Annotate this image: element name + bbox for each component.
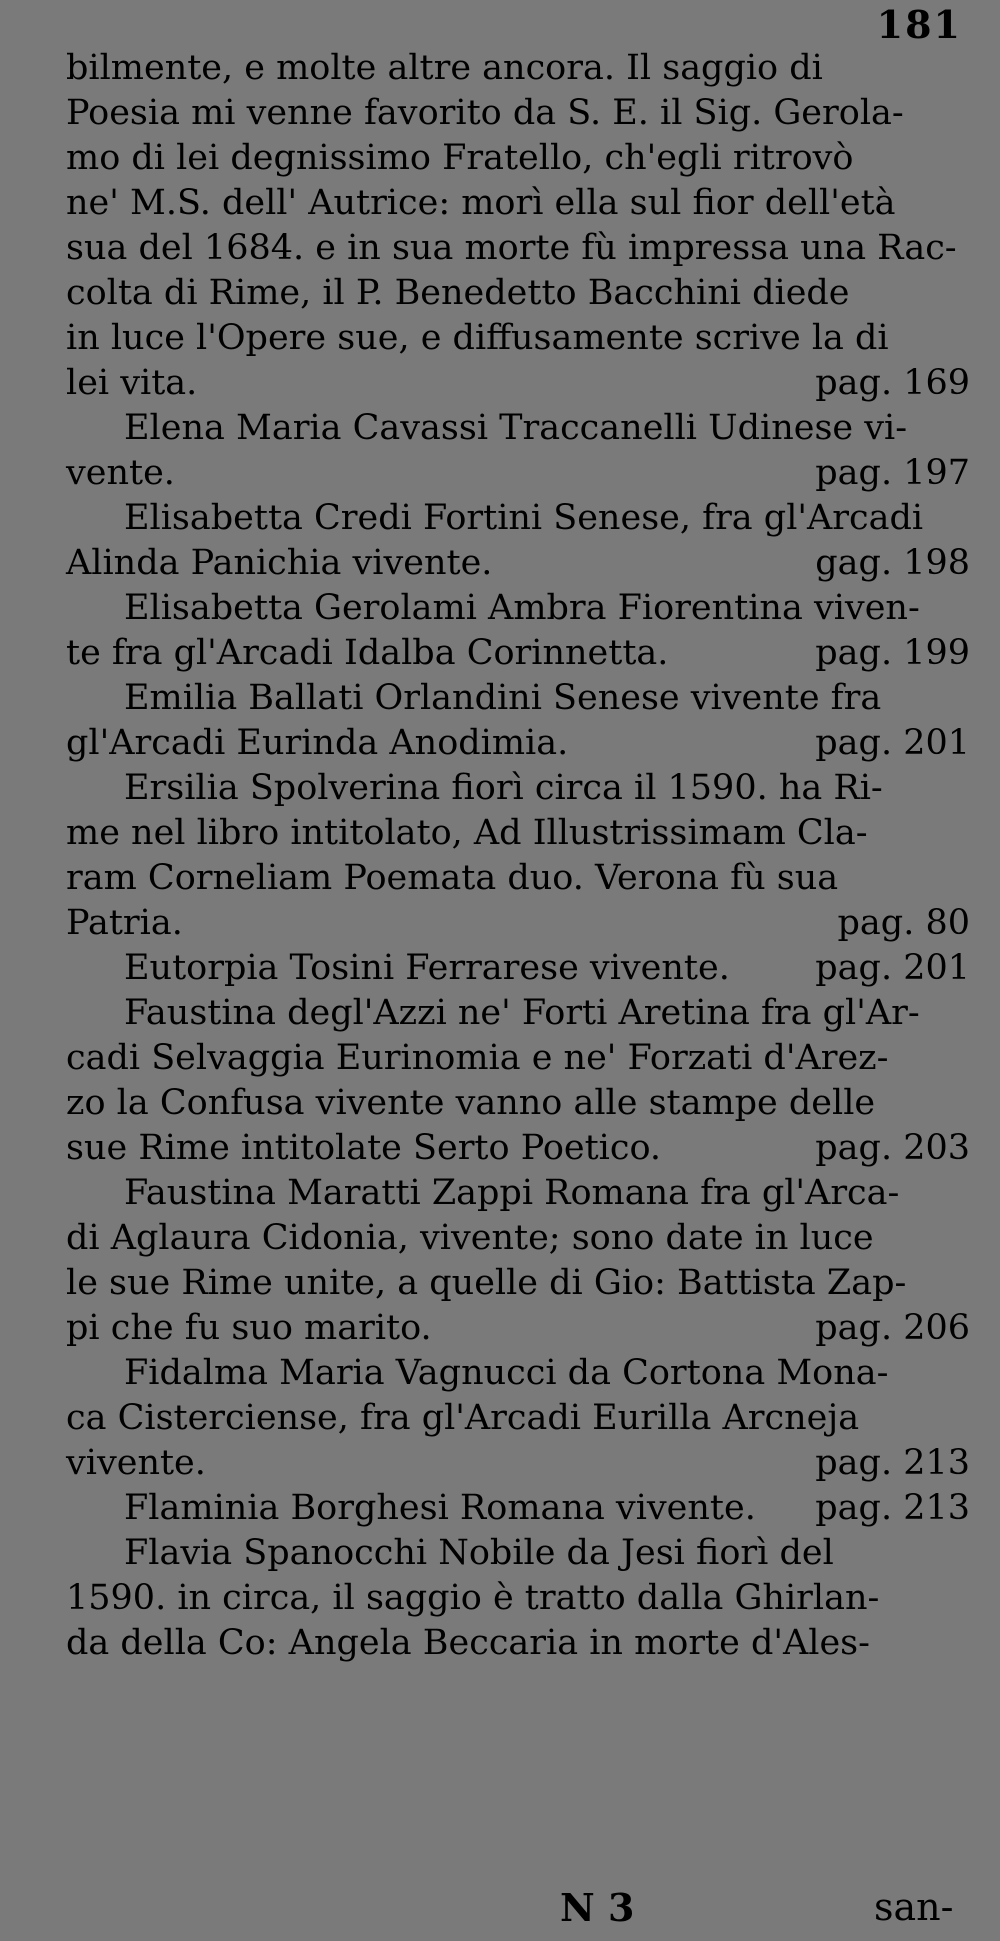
text-line	[66, 631, 970, 676]
text-line	[66, 811, 970, 856]
line-text: mo di lei degnissimo Fratello, ch'egli ritrovò	[66, 138, 854, 178]
page-reference: pag. 201	[815, 948, 970, 988]
line-text: Patria.	[66, 903, 183, 943]
text-line	[66, 496, 970, 541]
page-reference: pag. 197	[815, 453, 970, 493]
entry-text: Eutorpia Tosini Ferrarese vivente.	[124, 948, 730, 988]
line-text: pi che fu suo marito.	[66, 1308, 432, 1348]
signature-mark: N 3	[560, 1885, 635, 1930]
line-text: ne' M.S. dell' Autrice: morì ella sul fior dell'età	[66, 183, 896, 223]
entry-text: Flaminia Borghesi Romana vivente.	[124, 1488, 756, 1528]
page-reference: pag. 80	[837, 903, 970, 943]
line-text: Alinda Panichia vivente.	[66, 543, 493, 583]
line-text: Poesia mi venne favorito da S. E. il Sig. Gerola-	[66, 93, 904, 133]
text-line	[66, 1261, 970, 1306]
text-line	[66, 1351, 970, 1396]
text-line	[66, 676, 970, 721]
page-reference: pag. 199	[815, 633, 970, 673]
entry-text: Fidalma Maria Vagnucci da Cortona Mona-	[124, 1353, 889, 1393]
line-text: le sue Rime unite, a quelle di Gio: Battista Zap-	[66, 1263, 907, 1303]
page-text	[66, 46, 970, 1666]
text-line	[66, 1576, 970, 1621]
text-line	[66, 1396, 970, 1441]
text-line	[66, 1216, 970, 1261]
text-line	[66, 1081, 970, 1126]
page-reference: pag. 213	[815, 1443, 970, 1483]
text-line	[66, 1126, 970, 1171]
entry-text: Elisabetta Gerolami Ambra Fiorentina viven-	[124, 588, 920, 628]
text-line	[66, 1171, 970, 1216]
page-reference: pag. 169	[815, 363, 970, 403]
line-text: da della Co: Angela Beccaria in morte d'Ales-	[66, 1623, 870, 1663]
line-text: di Aglaura Cidonia, vivente; sono date in luce	[66, 1218, 874, 1258]
line-text: sua del 1684. e in sua morte fù impressa una Rac-	[66, 228, 957, 268]
line-text: me nel libro intitolato, Ad Illustrissimam Cla-	[66, 813, 868, 853]
page-reference: gag. 198	[815, 543, 970, 583]
text-line	[66, 136, 970, 181]
text-line	[66, 181, 970, 226]
text-line	[66, 901, 970, 946]
text-line	[66, 226, 970, 271]
line-text: gl'Arcadi Eurinda Anodimia.	[66, 723, 569, 763]
line-text: colta di Rime, il P. Benedetto Bacchini diede	[66, 273, 850, 313]
entry-text: Elena Maria Cavassi Traccanelli Udinese vi-	[124, 408, 908, 448]
entry-text: Faustina degl'Azzi ne' Forti Aretina fra gl'Ar-	[124, 993, 920, 1033]
line-text: sue Rime intitolate Serto Poetico.	[66, 1128, 662, 1168]
text-line	[66, 1441, 970, 1486]
catchword: san-	[874, 1885, 954, 1929]
line-text: in luce l'Opere sue, e diffusamente scrive la di	[66, 318, 889, 358]
text-line	[66, 1621, 970, 1666]
line-text: 1590. in circa, il saggio è tratto dalla Ghirlan-	[66, 1578, 880, 1618]
text-line	[66, 451, 970, 496]
entry-text: Ersilia Spolverina fiorì circa il 1590. ha Ri-	[124, 768, 883, 808]
line-text: ca Cisterciense, fra gl'Arcadi Eurilla Arcneja	[66, 1398, 860, 1438]
text-line	[66, 91, 970, 136]
text-line	[66, 766, 970, 811]
page-reference: pag. 213	[815, 1488, 970, 1528]
line-text: ram Corneliam Poemata duo. Verona fù sua	[66, 858, 839, 898]
text-line	[66, 271, 970, 316]
page-reference: pag. 201	[815, 723, 970, 763]
line-text: cadi Selvaggia Eurinomia e ne' Forzati d'Arez-	[66, 1038, 889, 1078]
text-line	[66, 991, 970, 1036]
text-line	[66, 1531, 970, 1576]
line-text: lei vita.	[66, 363, 198, 403]
line-text: vente.	[66, 453, 175, 493]
entry-text: Faustina Maratti Zappi Romana fra gl'Arca-	[124, 1173, 900, 1213]
text-line	[66, 946, 970, 991]
text-line	[66, 856, 970, 901]
line-text: vivente.	[66, 1443, 206, 1483]
text-line	[66, 721, 970, 766]
page-reference: pag. 206	[815, 1308, 970, 1348]
line-text: bilmente, e molte altre ancora. Il saggio di	[66, 48, 823, 88]
page-footer	[0, 1885, 1000, 1935]
line-text: te fra gl'Arcadi Idalba Corinnetta.	[66, 633, 669, 673]
entry-text: Flavia Spanocchi Nobile da Jesi fiorì del	[124, 1533, 834, 1573]
text-line	[66, 361, 970, 406]
text-line	[66, 406, 970, 451]
text-line	[66, 1036, 970, 1081]
text-line	[66, 541, 970, 586]
text-line	[66, 46, 970, 91]
text-line	[66, 1486, 970, 1531]
entry-text: Elisabetta Credi Fortini Senese, fra gl'Arcadi	[124, 498, 924, 538]
text-line	[66, 1306, 970, 1351]
page-number: 181	[876, 2, 962, 47]
text-line	[66, 316, 970, 361]
text-line	[66, 586, 970, 631]
page-reference: pag. 203	[815, 1128, 970, 1168]
line-text: zo la Confusa vivente vanno alle stampe delle	[66, 1083, 876, 1123]
entry-text: Emilia Ballati Orlandini Senese vivente fra	[124, 678, 882, 718]
